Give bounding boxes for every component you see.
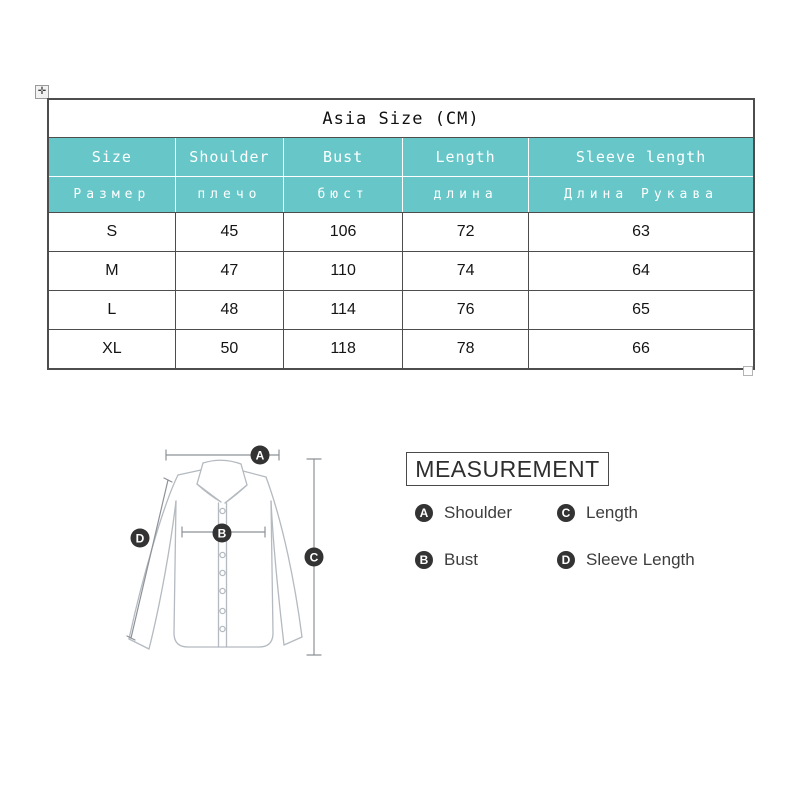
badge-b-letter: B	[217, 526, 227, 541]
cell-sleeve: 65	[632, 301, 650, 318]
table-row-m	[49, 252, 753, 291]
cell-length: 76	[403, 291, 529, 329]
legend-item-length	[557, 503, 715, 523]
cell-bust: 114	[284, 291, 403, 329]
size-table-header-row-ru	[49, 177, 753, 213]
header-shoulder-ru: плечо	[176, 177, 284, 212]
legend-badge-a: A	[415, 504, 433, 522]
legend-badge-d: D	[557, 551, 575, 569]
header-shoulder: Shoulder	[176, 138, 284, 176]
cell-length: 78	[403, 330, 529, 368]
table-row-xl	[49, 330, 753, 368]
cell-shoulder: 45	[176, 213, 284, 251]
header-bust-ru: бюст	[284, 177, 403, 212]
header-sleeve-length-ru: Длина Рукава	[564, 187, 718, 202]
cell-shoulder: 48	[176, 291, 284, 329]
cell-size: M	[49, 252, 176, 290]
header-size-ru: Размер	[49, 177, 176, 212]
size-table	[47, 98, 755, 370]
cell-bust: 118	[284, 330, 403, 368]
legend-label: Length	[586, 503, 638, 522]
badge-a-letter: A	[255, 448, 265, 463]
cell-size: XL	[49, 330, 176, 368]
legend-badge-b: B	[415, 551, 433, 569]
cell-sleeve: 66	[632, 340, 650, 357]
header-bust: Bust	[284, 138, 403, 176]
cell-size: S	[49, 213, 176, 251]
shirt-outline	[129, 460, 302, 649]
header-length-ru: длина	[403, 177, 529, 212]
measurement-legend	[415, 503, 715, 570]
cell-sleeve: 63	[632, 223, 650, 240]
header-length: Length	[403, 138, 529, 176]
cell-shoulder: 50	[176, 330, 284, 368]
legend-item-shoulder	[415, 503, 557, 523]
legend-label: Shoulder	[444, 503, 513, 522]
cell-shoulder: 47	[176, 252, 284, 290]
table-row-s	[49, 213, 753, 252]
cell-length: 72	[403, 213, 529, 251]
cell-bust: 106	[284, 213, 403, 251]
size-table-header-row-en	[49, 138, 753, 177]
cell-length: 74	[403, 252, 529, 290]
header-size: Size	[49, 138, 176, 176]
badge-c-letter: C	[309, 550, 319, 565]
cell-sleeve: 64	[632, 262, 650, 279]
legend-label: Sleeve Length	[586, 550, 695, 569]
shirt-measurement-diagram	[113, 443, 345, 691]
badge-d-letter: D	[135, 531, 145, 546]
table-move-handle-icon[interactable]: ✛	[35, 85, 49, 99]
table-resize-handle[interactable]	[743, 366, 753, 376]
legend-item-sleeve-length	[557, 550, 715, 570]
cell-size: L	[49, 291, 176, 329]
legend-item-bust	[415, 550, 557, 570]
legend-badge-c: C	[557, 504, 575, 522]
size-table-title: Asia Size (CM)	[49, 100, 753, 138]
legend-label: Bust	[444, 550, 479, 569]
measurement-title: MEASUREMENT	[406, 452, 609, 486]
table-row-l	[49, 291, 753, 330]
header-sleeve-length: Sleeve length	[575, 148, 707, 166]
cell-bust: 110	[284, 252, 403, 290]
